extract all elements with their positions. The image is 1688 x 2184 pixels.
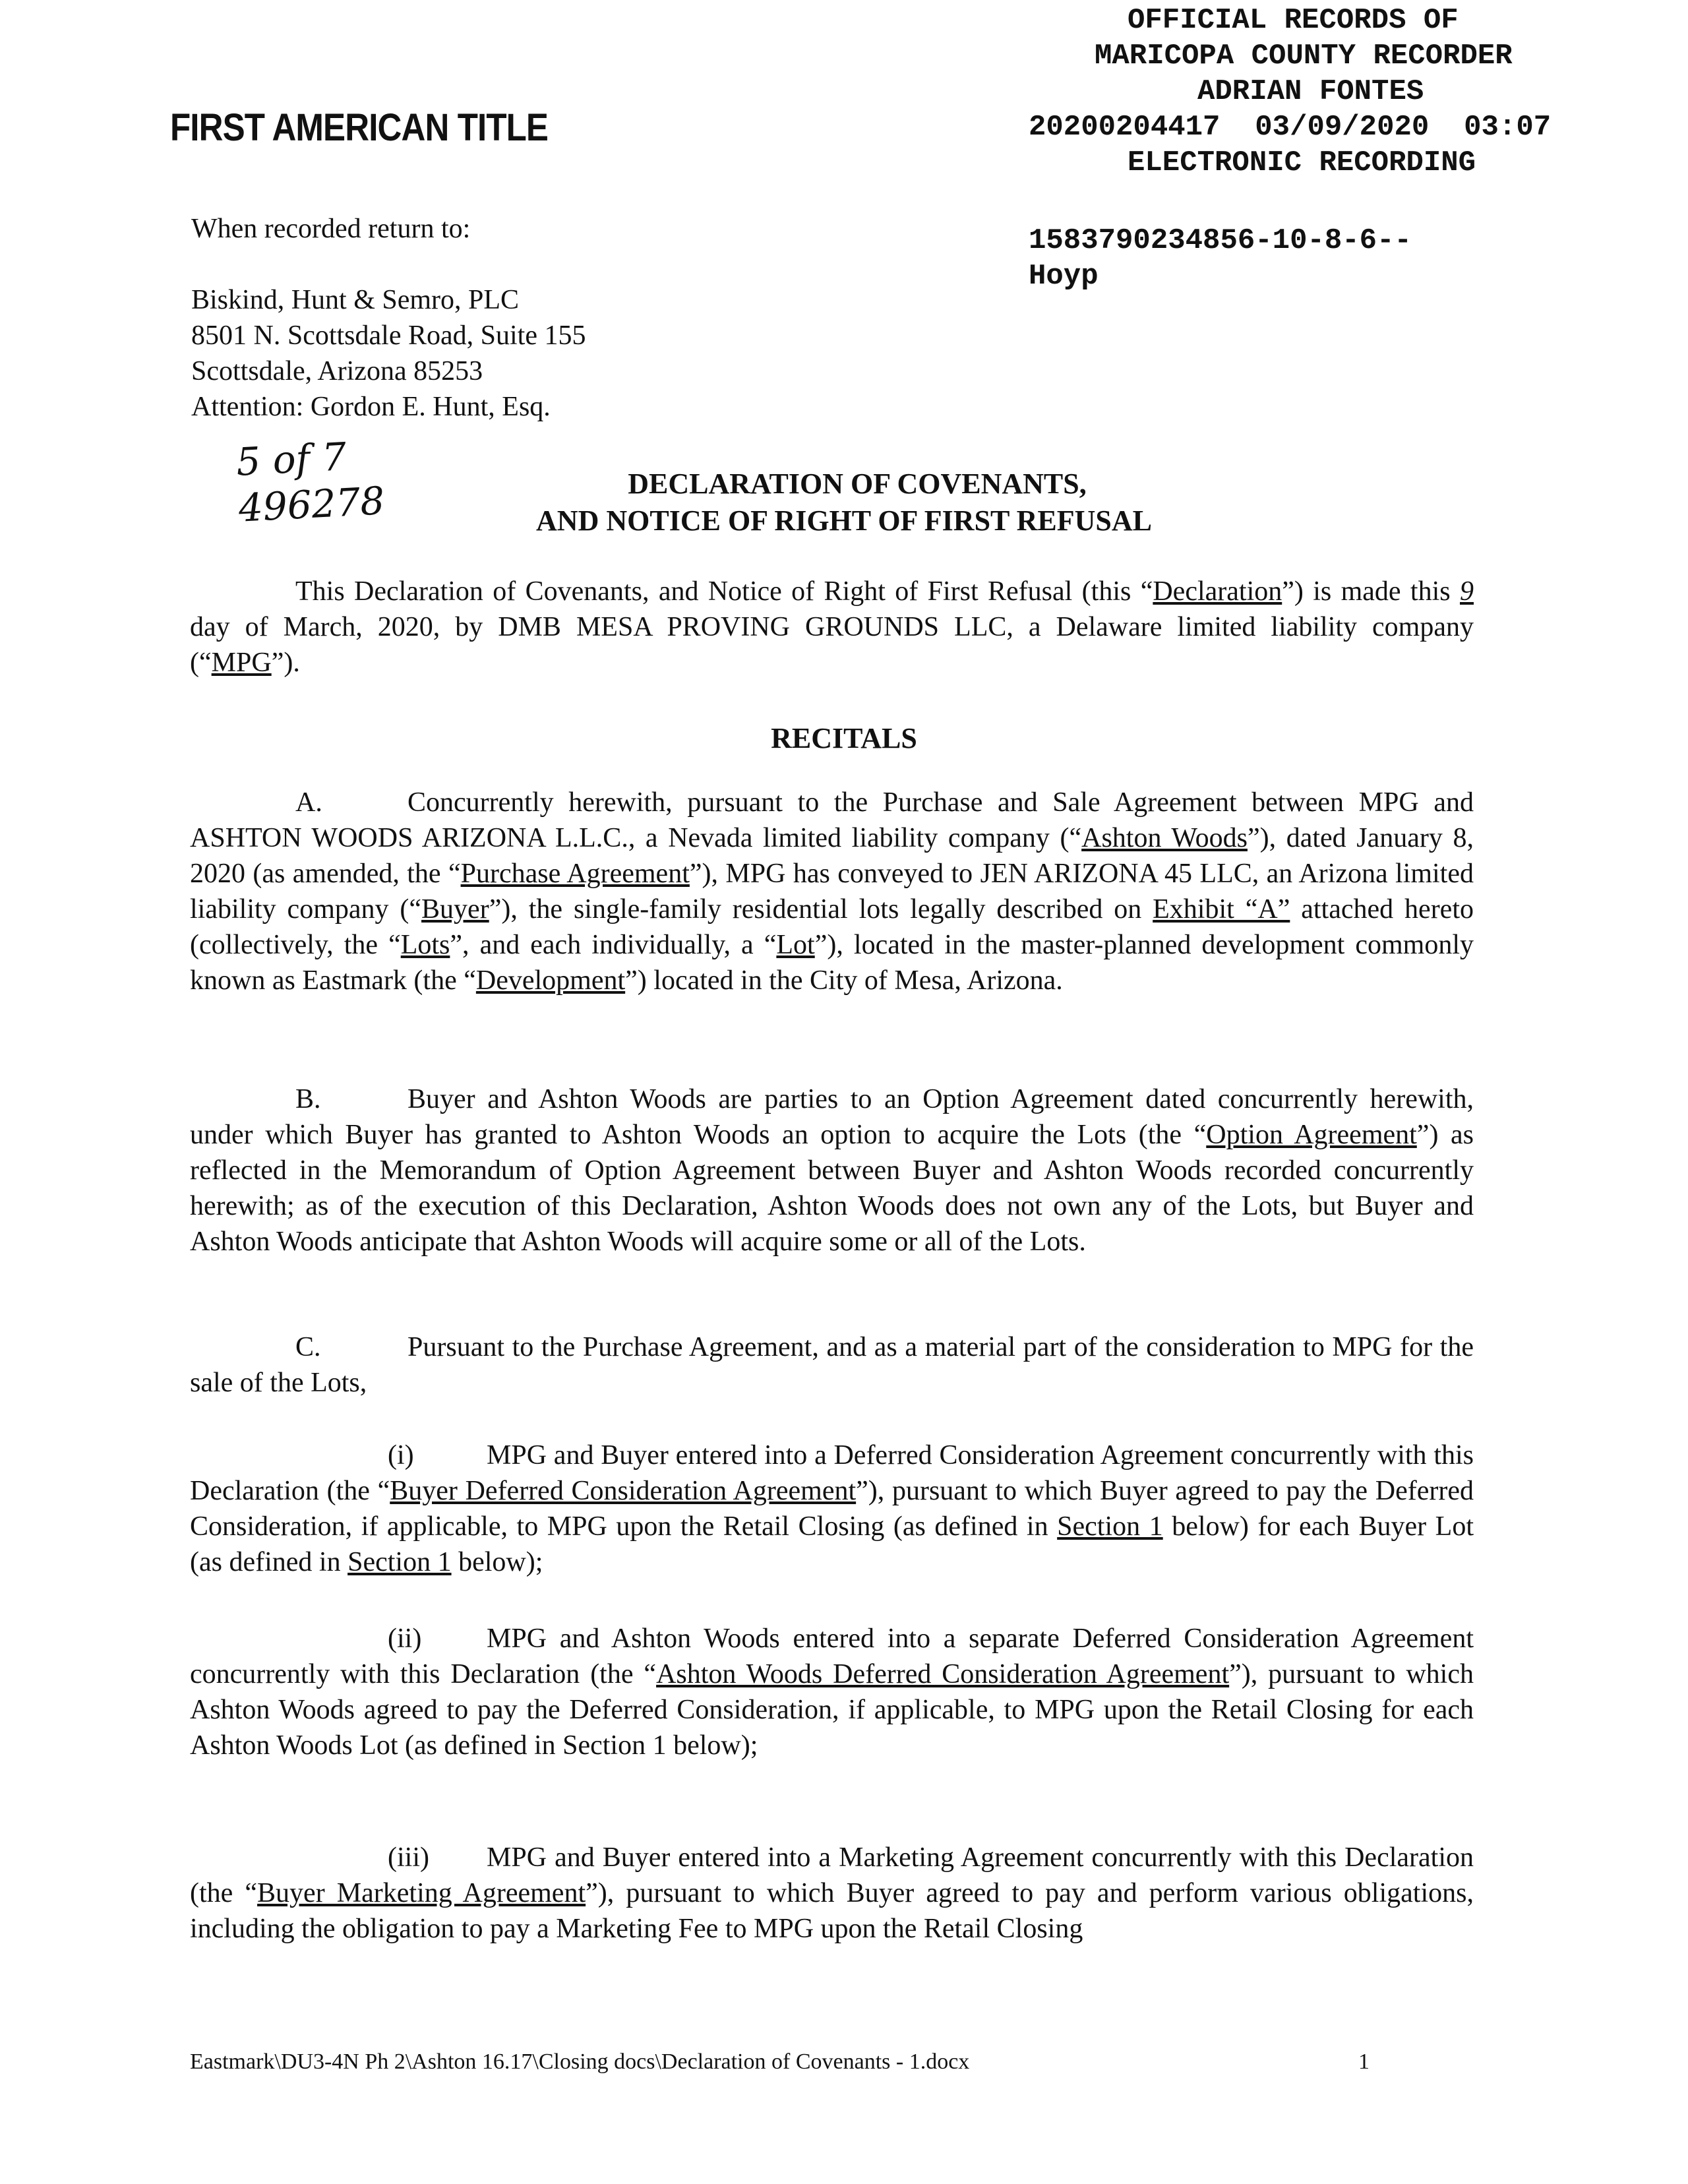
document-number-line: 1583790234856-10-8-6-- (1029, 224, 1412, 257)
text: ”) located in the City of Mesa, Arizona. (625, 965, 1063, 996)
text: Pursuant to the Purchase Agreement, and as a material part of the consideration to MPG for the sale of the Lots, (190, 1332, 1474, 1398)
defined-term: Development (475, 965, 626, 996)
page-number: 1 (1358, 2049, 1370, 2074)
document-title-line: AND NOTICE OF RIGHT OF FIRST REFUSAL (536, 504, 1152, 537)
item-label: (ii) (388, 1623, 422, 1654)
defined-term: Declaration (1153, 576, 1282, 607)
text: day of March, 2020, by DMB MESA PROVING GROUNDS LLC, a Delaware limited liability company (“ (190, 612, 1474, 678)
recitals-heading: RECITALS (771, 722, 917, 754)
return-address-line: Biskind, Hunt & Semro, PLC (191, 285, 520, 315)
item-label: (i) (388, 1440, 414, 1471)
defined-term: Option Agreement (1206, 1120, 1417, 1150)
text: below); (451, 1547, 543, 1577)
text: ”), pursuant to which Buyer agreed to pay and perform various obligations, including the obligation to pay a Marketing Fee to MPG upon the Retail Closing (190, 1878, 1474, 1944)
recital-c (190, 1329, 1474, 1401)
text: MPG and Ashton Woods entered into a separate Deferred Consideration Agreement concurrently with this Declaration (the “ (190, 1623, 1474, 1689)
item-label: (iii) (388, 1842, 429, 1873)
defined-term: Ashton Woods (1081, 823, 1248, 853)
section-reference: Section 1 (1057, 1511, 1163, 1542)
defined-term: Lot (776, 930, 815, 960)
defined-term: Buyer Marketing Agreement (257, 1878, 586, 1908)
defined-term: MPG (211, 648, 272, 678)
document-number (1029, 223, 1412, 294)
text: below) for each Buyer Lot (as defined in (190, 1511, 1474, 1577)
text: MPG and Buyer entered into a Deferred Consideration Agreement concurrently with this Declaration (the “ (190, 1440, 1474, 1506)
section-reference: Section 1 (347, 1547, 452, 1577)
return-label: When recorded return to: (191, 214, 471, 244)
exhibit-reference: Exhibit “A” (1153, 894, 1290, 925)
defined-term: Buyer (421, 894, 489, 925)
document-number-line: Hoyp (1029, 260, 1099, 293)
day-handwritten: 9 (1460, 576, 1474, 607)
return-address-line: Attention: Gordon E. Hunt, Esq. (191, 392, 551, 422)
text: Concurrently herewith, pursuant to the Purchase and Sale Agreement between MPG and ASHTON WOODS ARIZONA L.L.C., a Nevada limited liability company (“ (190, 787, 1474, 853)
text: ”), dated January 8, 2020 (as amended, the “ (190, 823, 1474, 889)
text: ”) as reflected in the Memorandum of Option Agreement between Buyer and Ashton Woods recorded concurrently herewith; as of the execution of this Declaration, Ashton Woods does not own any of the Lots, but Buyer and Ashton Woods anticipate that Ashton Woods will acquire some or all of the Lots. (190, 1120, 1474, 1257)
recital-label: B. (295, 1084, 321, 1114)
text: Buyer and Ashton Woods are parties to an Option Agreement dated concurrently herewith, under which Buyer has granted to Ashton Woods an option to acquire the Lots (the “ (190, 1084, 1474, 1150)
recital-c-item-iii (190, 1840, 1474, 1947)
text: ”), pursuant to which Buyer agreed to pay the Deferred Consideration, if applicable, to MPG upon the Retail Closing (as defined in (190, 1476, 1474, 1542)
recital-label: C. (295, 1332, 321, 1362)
text: ”), located in the master-planned development commonly known as Eastmark (the “ (190, 930, 1474, 996)
text: ”). (271, 648, 300, 678)
recording-stamp (1029, 3, 1662, 181)
stamp-line: MARICOPA COUNTY RECORDER (1095, 40, 1513, 73)
text: This Declaration of Covenants, and Notice of Right of First Refusal (this “ (295, 576, 1153, 607)
text: ”), the single-family residential lots legally described on (489, 894, 1153, 925)
text: ”) is made this (1282, 576, 1460, 607)
title-company-logo: FIRST AMERICAN TITLE (170, 106, 549, 149)
footer-file-path: Eastmark\DU3-4N Ph 2\Ashton 16.17\Closing docs\Declaration of Covenants - 1.docx (190, 2049, 970, 2074)
defined-term: Lots (400, 930, 450, 960)
recital-c-item-ii (190, 1621, 1474, 1763)
handwritten-line: 496278 (237, 478, 386, 531)
handwritten-line: 5 of 7 (235, 434, 347, 485)
text: ”), MPG has conveyed to JEN ARIZONA 45 LLC, an Arizona limited liability company (“ (190, 859, 1474, 925)
defined-term: Ashton Woods Deferred Consideration Agreement (656, 1659, 1230, 1689)
recital-label: A. (295, 787, 322, 818)
recital-c-item-i (190, 1438, 1474, 1580)
document-title (0, 466, 1688, 539)
stamp-line: ELECTRONIC RECORDING (1128, 146, 1476, 179)
stamp-line: ADRIAN FONTES (1197, 75, 1424, 108)
return-address-block (191, 211, 586, 425)
defined-term: Buyer Deferred Consideration Agreement (390, 1476, 857, 1506)
recital-a (190, 785, 1474, 998)
return-address-line: 8501 N. Scottsdale Road, Suite 155 (191, 320, 586, 351)
stamp-line: OFFICIAL RECORDS OF (1128, 4, 1459, 37)
return-address-line: Scottsdale, Arizona 85253 (191, 356, 483, 386)
text: MPG and Buyer entered into a Marketing Agreement concurrently with this Declaration (the “ (190, 1842, 1474, 1908)
defined-term: Purchase Agreement (460, 859, 690, 889)
text: ”, and each individually, a “ (450, 930, 777, 960)
document-title-line: DECLARATION OF COVENANTS, (628, 468, 1087, 500)
text: attached hereto (collectively, the “ (190, 894, 1474, 960)
stamp-line: 20200204417 03/09/2020 03:07 (1029, 111, 1552, 144)
intro-paragraph (190, 574, 1474, 681)
recital-b (190, 1081, 1474, 1259)
text: ”), pursuant to which Ashton Woods agreed to pay the Deferred Consideration, if applicable, to MPG upon the Retail Closing for each Ashton Woods Lot (as defined in Section 1 below); (190, 1659, 1474, 1761)
